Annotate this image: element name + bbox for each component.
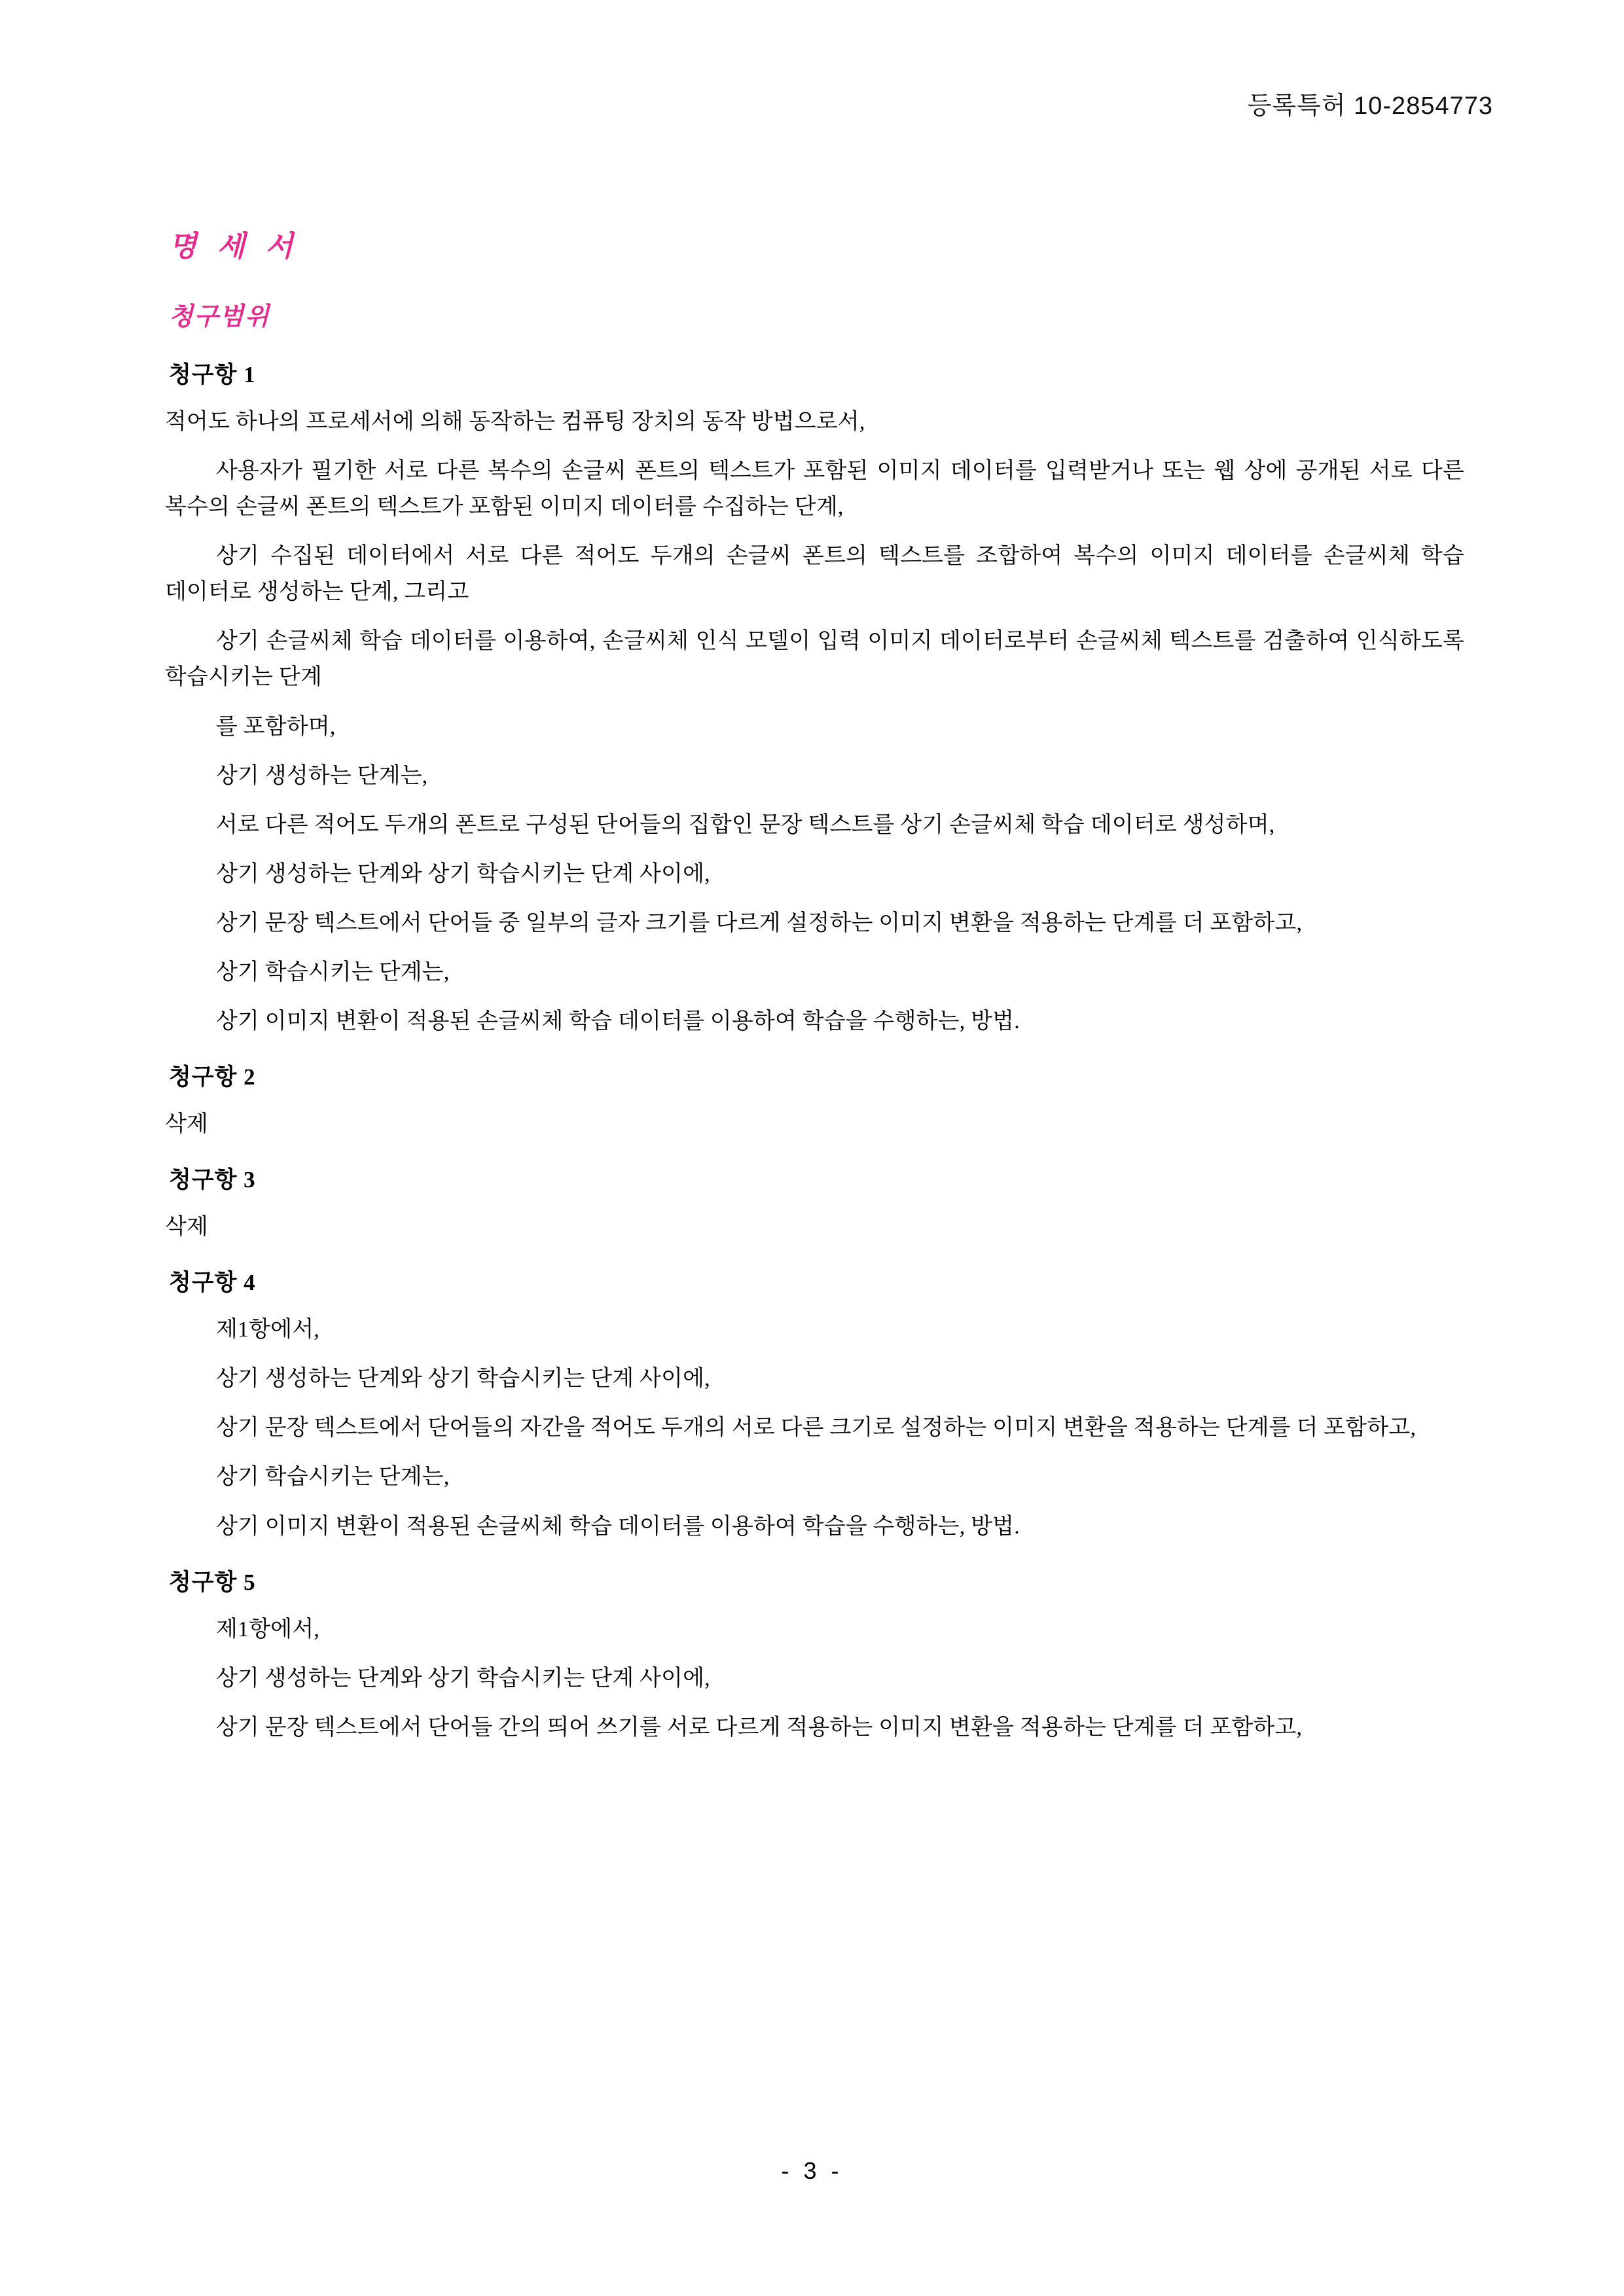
claim-paragraph: 적어도 하나의 프로세서에 의해 동작하는 컴퓨팅 장치의 동작 방법으로서, <box>165 410 865 434</box>
claim-paragraph: 상기 생성하는 단계와 상기 학습시키는 단계 사이에, <box>216 861 710 886</box>
page-number: - 3 - <box>781 2157 843 2184</box>
claim-paragraph: 상기 생성하는 단계는, <box>216 763 428 788</box>
claim-paragraph: 상기 학습시키는 단계는, <box>216 1465 450 1490</box>
claim-paragraph: 제1항에서, <box>216 1318 320 1342</box>
claim-heading-3: 청구항 3 <box>169 1167 256 1193</box>
claim-paragraph: 상기 이미지 변환이 적용된 손글씨체 학습 데이터를 이용하여 학습을 수행하는, 방법. <box>216 1514 1020 1539</box>
claim-paragraph: 상기 이미지 변환이 적용된 손글씨체 학습 데이터를 이용하여 학습을 수행하는, 방법. <box>216 1009 1020 1034</box>
section-title-claims: 청구범위 <box>169 303 270 331</box>
claim-paragraph: 삭제 <box>165 1215 209 1240</box>
claim-heading-2: 청구항 2 <box>169 1064 256 1090</box>
claim-paragraph: 삭제 <box>165 1112 209 1137</box>
claim-paragraph: 상기 문장 텍스트에서 단어들 간의 띄어 쓰기를 서로 다르게 적용하는 이미지 변환을 적용하는 단계를 더 포함하고, <box>216 1715 1303 1740</box>
claim-paragraph: 상기 문장 텍스트에서 단어들의 자간을 적어도 두개의 서로 다른 크기로 설정하는 이미지 변환을 적용하는 단계를 더 포함하고, <box>216 1416 1416 1441</box>
document-title: 명 세 서 <box>169 230 300 262</box>
claim-paragraph: 상기 수집된 데이터에서 서로 다른 적어도 두개의 손글씨 폰트의 텍스트를 조합하여 복수의 이미지 데이터를 손글씨체 학습 데이터로 생성하는 단계, 그리고 <box>165 544 1464 605</box>
claim-paragraph: 상기 생성하는 단계와 상기 학습시키는 단계 사이에, <box>216 1666 710 1691</box>
claim-heading-1: 청구항 1 <box>169 362 256 387</box>
claim-paragraph: 사용자가 필기한 서로 다른 복수의 손글씨 폰트의 텍스트가 포함된 이미지 데이터를 입력받거나 또는 웹 상에 공개된 서로 다른 복수의 손글씨 폰트의 텍스트가 포함된 이미지 데이터를 수집하는 단계, <box>165 459 1464 520</box>
page-header: 등록특허 10-2854773 <box>1247 92 1493 120</box>
document-body <box>165 223 1464 1759</box>
claim-paragraph: 상기 손글씨체 학습 데이터를 이용하여, 손글씨체 인식 모델이 입력 이미지 데이터로부터 손글씨체 텍스트를 검출하여 인식하도록 학습시키는 단계 <box>165 629 1464 690</box>
claim-paragraph: 상기 문장 텍스트에서 단어들 중 일부의 글자 크기를 다르게 설정하는 이미지 변환을 적용하는 단계를 더 포함하고, <box>216 910 1303 935</box>
claim-heading-4: 청구항 4 <box>169 1270 256 1296</box>
claim-paragraph: 상기 생성하는 단계와 상기 학습시키는 단계 사이에, <box>216 1367 710 1391</box>
claim-paragraph: 상기 학습시키는 단계는, <box>216 960 450 984</box>
claim-paragraph: 를 포함하며, <box>216 714 336 739</box>
claim-heading-5: 청구항 5 <box>169 1569 256 1595</box>
claim-paragraph: 서로 다른 적어도 두개의 폰트로 구성된 단어들의 집합인 문장 텍스트를 상기 손글씨체 학습 데이터로 생성하며, <box>216 812 1275 837</box>
claim-paragraph: 제1항에서, <box>216 1617 320 1641</box>
